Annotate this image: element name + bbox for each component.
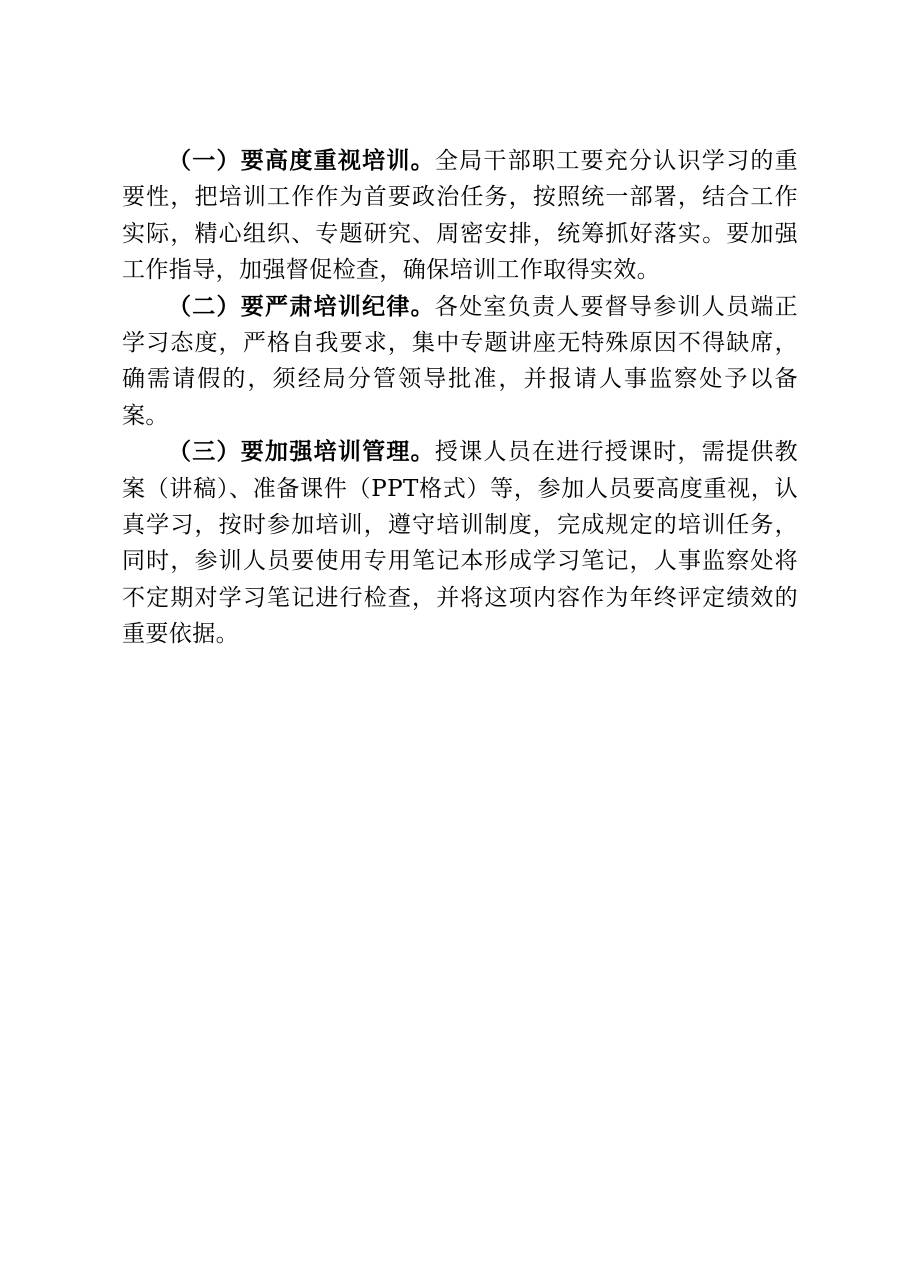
document-body (122, 143, 798, 653)
paragraph-text: 各处室负责人要督导参训人员端正学习态度，严格自我要求，集中专题讲座无特殊原因不得缺席，确需请假的，须经局分管领导批准，并报请人事监察处予以备案。 (122, 293, 798, 429)
paragraph-heading: （二）要严肃培训纪律。 (168, 293, 435, 320)
paragraph-text: 授课人员在进行授课时，需提供教案（讲稿）、准备课件（PPT格式）等，参加人员要高度重视，认真学习，按时参加培训，遵守培训制度，完成规定的培训任务，同时，参训人员要使用专用笔记本形成学习笔记，人事监察处将不定期对学习笔记进行检查，并将这项内容作为年终评定绩效的重要依据。 (122, 439, 798, 648)
paragraph-attach-importance (122, 143, 798, 289)
paragraph-heading: （一）要高度重视培训。 (168, 148, 435, 174)
paragraph-training-management (122, 434, 798, 652)
paragraph-training-discipline (122, 289, 798, 435)
paragraph-text: 全局干部职工要充分认识学习的重要性，把培训工作作为首要政治任务，按照统一部署，结合工作实际，精心组织、专题研究、周密安排，统筹抓好落实。要加强工作指导，加强督促检查，确保培训工作取得实效。 (122, 148, 798, 284)
paragraph-heading: （三）要加强培训管理。 (168, 439, 435, 466)
